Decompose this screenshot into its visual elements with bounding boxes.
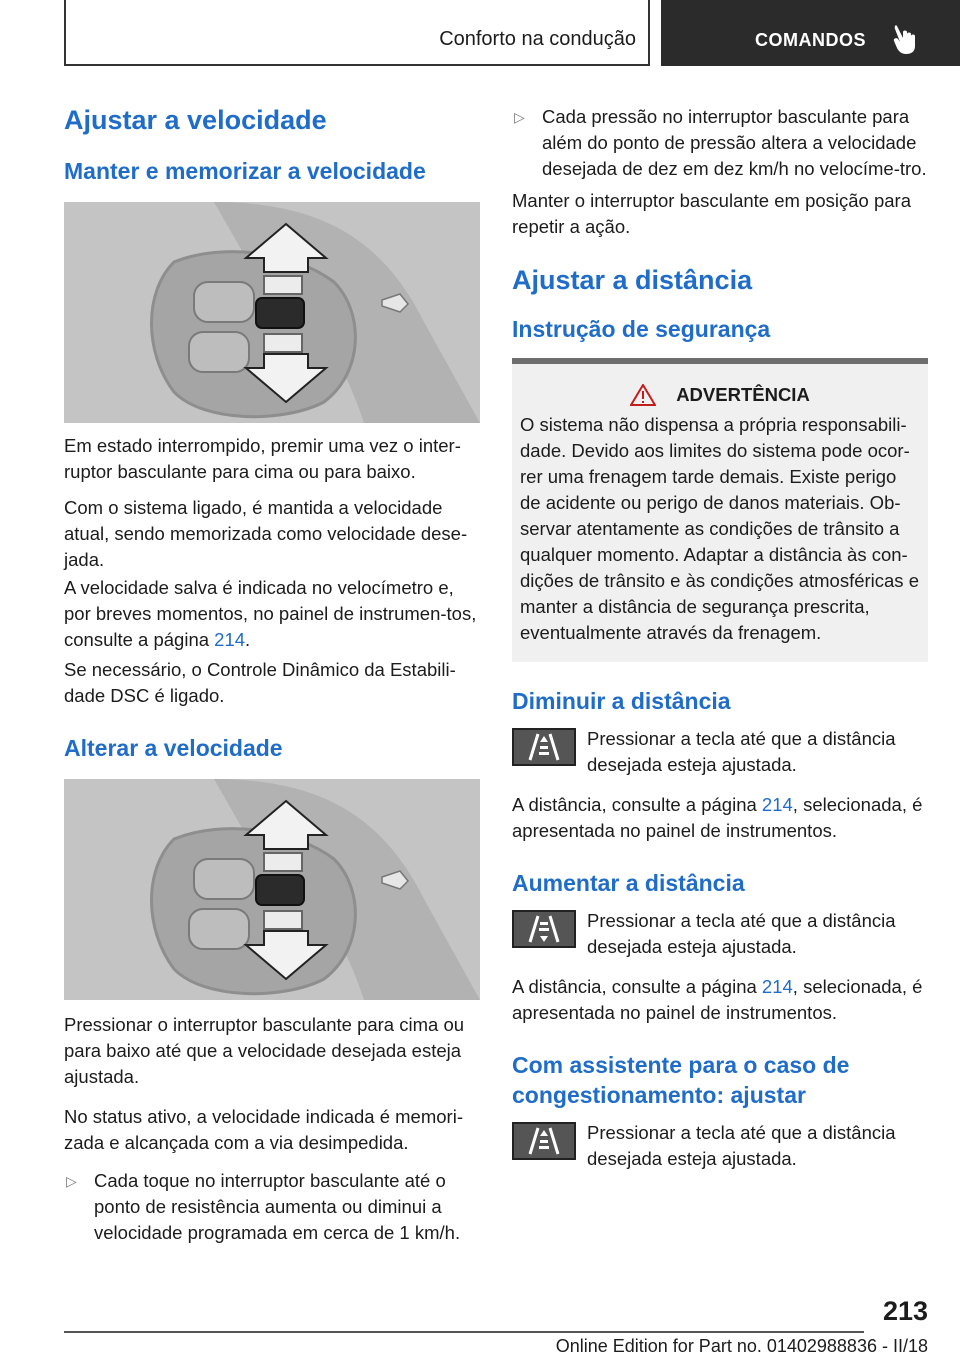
warning-box — [512, 358, 928, 662]
key-instruction-text: Pressionar a tecla até que a distância desejada esteja ajustada. — [587, 910, 896, 957]
paragraph — [512, 792, 928, 844]
text: A velocidade salva é indicada no velocímetro e, por breves momentos, no painel de instrumen‐tos, consulte a página — [64, 577, 477, 650]
header-rule-divider — [648, 0, 650, 66]
list-item-text: Cada pressão no interruptor basculante para além do ponto de pressão altera a velocidade desejada de dez em dez km/h no velocíme‐tro. — [542, 106, 927, 179]
right-column — [512, 100, 928, 1172]
distance-control-icon — [514, 912, 574, 946]
key-instruction — [512, 1120, 928, 1172]
heading-adjust-distance: Ajustar a distância — [512, 265, 753, 295]
paragraph — [64, 575, 480, 653]
steering-wheel-rocker-switch-icon — [64, 202, 480, 423]
paragraph — [512, 974, 928, 1026]
text: A distância, consulte a página — [512, 794, 762, 815]
page-link[interactable]: 214 — [761, 794, 793, 815]
triangle-bullet-icon: ▷ — [514, 109, 525, 125]
key-instruction — [512, 726, 928, 778]
chapter-tab[interactable] — [661, 0, 960, 66]
pointing-hand-icon — [893, 24, 919, 56]
footer-edition: Online Edition for Part no. 01402988836 - II/18 — [555, 1336, 928, 1356]
subheading-traffic-jam: Com assistente para o caso de congestionamento: ajustar — [512, 1052, 850, 1108]
section-title: Conforto na condução — [439, 28, 636, 50]
text: , selecionada, é apresentada no painel de instrumentos. — [512, 976, 923, 1023]
text: A distância, consulte a página — [512, 976, 762, 997]
subheading-decrease-distance: Diminuir a distância — [512, 688, 731, 714]
triangle-bullet-icon: ▷ — [66, 1173, 77, 1189]
distance-key-button[interactable] — [512, 910, 576, 948]
text: . — [245, 629, 251, 650]
text: , selecionada, é apresentada no painel de instrumentos. — [512, 794, 923, 841]
warning-triangle-icon — [630, 384, 656, 406]
list-item — [512, 104, 928, 182]
page-link[interactable]: 214 — [214, 629, 246, 650]
key-instruction-text: Pressionar a tecla até que a distância desejada esteja ajustada. — [587, 1122, 896, 1169]
page-link[interactable]: 214 — [761, 976, 793, 997]
distance-control-icon — [514, 730, 574, 764]
paragraph: Em estado interrompido, premir uma vez o inter‐ruptor basculante para cima ou para baixo. — [64, 435, 461, 482]
paragraph: No status ativo, a velocidade indicada é memori‐zada e alcançada com a via desimpedida. — [64, 1106, 463, 1153]
figure-steering-rocker-1 — [64, 202, 480, 423]
key-instruction-text: Pressionar a tecla até que a distância desejada esteja ajustada. — [587, 728, 896, 775]
subheading-increase-distance: Aumentar a distância — [512, 870, 745, 896]
steering-wheel-rocker-switch-icon — [64, 779, 480, 1000]
subheading-safety: Instrução de segurança — [512, 316, 771, 342]
subheading-change-speed: Alterar a velocidade — [64, 735, 283, 761]
distance-control-icon — [514, 1124, 574, 1158]
key-instruction — [512, 908, 928, 960]
distance-key-button[interactable] — [512, 728, 576, 766]
subheading-keep-speed: Manter e memorizar a velocidade — [64, 158, 426, 184]
figure-steering-rocker-2 — [64, 779, 480, 1000]
header-rule-left — [64, 0, 66, 66]
header-rule-bottom — [64, 64, 649, 66]
chapter-tab-label: COMANDOS — [755, 30, 866, 50]
heading-adjust-speed: Ajustar a velocidade — [64, 105, 327, 135]
paragraph: Com o sistema ligado, é mantida a velocidade atual, sendo memorizada como velocidade dese‐jada. — [64, 497, 468, 570]
footer-rule — [64, 1331, 864, 1333]
paragraph: Manter o interruptor basculante em posição para repetir a ação. — [512, 190, 911, 237]
distance-key-button[interactable] — [512, 1122, 576, 1160]
list-item — [64, 1168, 480, 1246]
page-number: 213 — [882, 1296, 928, 1326]
paragraph: Se necessário, o Controle Dinâmico da Estabili‐dade DSC é ligado. — [64, 659, 456, 706]
warning-title: ADVERTÊNCIA — [676, 384, 810, 405]
left-column — [64, 100, 480, 1246]
warning-header — [520, 384, 920, 406]
warning-text: O sistema não dispensa a própria responsabili‐dade. Devido aos limites do sistema pode ocor‐rer uma frenagem tarde demais. Existe perigo de acidente ou perigo de danos materiais. Ob‐servar atentamente as condições de trânsito a qualquer momento. Adaptar a distância às con‐dições de trânsito e às condições atmosféricas e manter a distância de segurança prescrita, eventualmente através da frenagem. — [520, 414, 919, 643]
paragraph: Pressionar o interruptor basculante para cima ou para baixo até que a velocidade desejada esteja ajustada. — [64, 1014, 465, 1087]
list-item-text: Cada toque no interruptor basculante até o ponto de resistência aumenta ou diminui a velocidade programada em cerca de 1 km/h. — [94, 1170, 461, 1243]
